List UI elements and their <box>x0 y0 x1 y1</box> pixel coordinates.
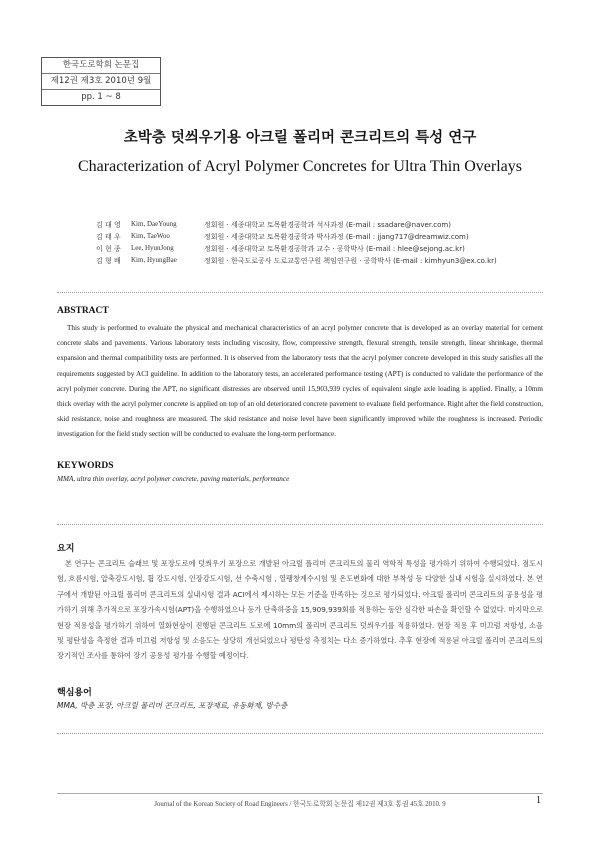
author-name-ko: 김 태 우 <box>96 233 121 241</box>
journal-pages: pp. 1 ~ 8 <box>81 92 121 102</box>
footer-citation: Journal of the Korean Society of Road Engineers / 한국도로학회 논문집 제12권 제3호 통권 45호 2010. 9 <box>154 801 446 808</box>
author-row <box>96 232 566 244</box>
yoji-heading: 요지 <box>57 544 75 554</box>
paper-title-english: Characterization of Acryl Polymer Concretes for Ultra Thin Overlays <box>77 158 522 175</box>
author-name-en: Kim, DaeYoung <box>131 220 177 228</box>
journal-name: 한국도로학회 논문집 <box>42 58 160 74</box>
paper-title-korean: 초박층 덧씌우기용 아크릴 폴리머 콘크리트의 특성 연구 <box>123 130 477 146</box>
author-affiliation: 정회원 · 세종대학교 토목환경공학과 박사과정 (E-mail : jjang717@dreamwiz.com) <box>204 233 469 241</box>
section-divider <box>57 524 543 525</box>
yoji-text: 본 연구는 콘크리트 슬래브 및 포장도로에 덧씌우기 포장으로 개발된 아크릴 폴리머 콘크리트의 물리 역학적 특성을 평가하기 위하여 수행되었다. 점도시험, 흐름시험, 압축강도시험, 휨 강도시험, 인장강도시험, 선 수축시험 , 열팽창계수시험 및 온도변화에 대한 부착성 등 다양한 실내 시험을 실시하였다. 본 연구에서 개발된 아크릴 폴리머 콘크리트의 실내시험 결과 ACI에서 제시하는 모든 기준을 만족하는 것으로 평가되었다. 아크릴 폴리머 콘크리트의 공용성을 평가하기 위해 추가적으로 포장가속시험(APT)을 수행하였으나 등가 단축하중을 15,909,939회를 적용하는 동안 심각한 파손을 확인할 수 없었다. 마지막으로 현장 적용성을 평가하기 위하여 열화현상이 진행된 콘크리트 도로에 10mm의 폴리머 콘크리트 덧씌우기를 적용하였다. 현장 적용 후 미끄럼 저항성, 소음 및 평탄성을 측정한 결과 미끄럼 저항성 및 소음도는 상당히 개선되었으나 평탄성 측정치는 다소 증가하였다. 추후 현장에 적용된 아크릴 폴리머 콘크리트의 장기적인 조사를 통하여 장기 공용성 평가를 수행할 예정이다. <box>57 559 543 661</box>
author-name-en: Lee, HyunJong <box>131 244 174 252</box>
keywords-heading: KEYWORDS <box>57 461 114 471</box>
author-name-ko: 이 현 종 <box>96 245 121 253</box>
author-affiliation: 정회원 · 한국도로공사 도로교통연구원 책임연구원 · 공학박사 (E-mail : kimhyun3@ex.co.kr) <box>204 257 497 265</box>
author-row <box>96 220 566 232</box>
author-list <box>96 220 566 268</box>
section-divider <box>57 733 543 734</box>
author-affiliation: 정회원 · 세종대학교 토목환경공학과 교수 · 공학박사 (E-mail : hlee@sejong.ac.kr) <box>204 245 465 253</box>
author-row <box>96 256 566 268</box>
footer-rule <box>57 793 543 794</box>
journal-info-box <box>41 57 161 106</box>
author-name-ko: 김 대 영 <box>96 221 121 229</box>
author-name-ko: 김 형 배 <box>96 257 121 265</box>
author-row <box>96 244 566 256</box>
section-divider <box>57 292 543 293</box>
abstract-heading: ABSTRACT <box>57 306 109 316</box>
journal-volume: 제12권 제3호 2010년 9월 <box>42 74 160 90</box>
author-name-en: Kim, TaeWoo <box>131 232 170 240</box>
keywords-text: MMA, ultra thin overlay, acryl polymer concrete, paving materials, performance <box>57 475 290 483</box>
author-name-en: Kim, HyungBae <box>131 256 177 264</box>
page-number: 1 <box>536 795 541 806</box>
author-affiliation: 정회원 · 세종대학교 토목환경공학과 석사과정 (E-mail : ssadare@naver.com) <box>204 221 451 229</box>
abstract-text: This study is performed to evaluate the physical and mechanical characteristics of an acryl polymer concrete that is developed as an overlay material for cement concrete slabs and pavements. Various laboratory tests including viscosity, flow, compressive strength, flexural strength, tensile strength, linear shrinkage, thermal expansion and thermal compatibility tests are performed. It is observed from the laboratory tests that the acryl polymer concrete developed in this study satisfies all the requirements suggested by ACI guideline. In addition to the laboratory tests, an accelerated performance testing (APT) is conducted to validate the performance of the acryl polymer concrete. During the APT, no significant distresses are observed until 15,903,939 cycles of equivalent single axle loading is applied. Finally, a 10mm thick overlay with the acryl polymer concrete is applied on top of an old deteriorated concrete pavement to evaluate field performance. Right after the field construction, skid resistance, noise and roughness are measured. The skid resistance and noise level have been significantly improved while the roughness is increased. Periodic investigation for the field study section will be conducted to evaluate the long-term performance. <box>57 324 543 439</box>
keywords-ko-heading: 핵심용어 <box>57 688 92 698</box>
keywords-ko-text: MMA, 박층 포장, 아크릴 폴리머 콘크리트, 포장재료, 유동화제, 방수층 <box>57 701 288 710</box>
